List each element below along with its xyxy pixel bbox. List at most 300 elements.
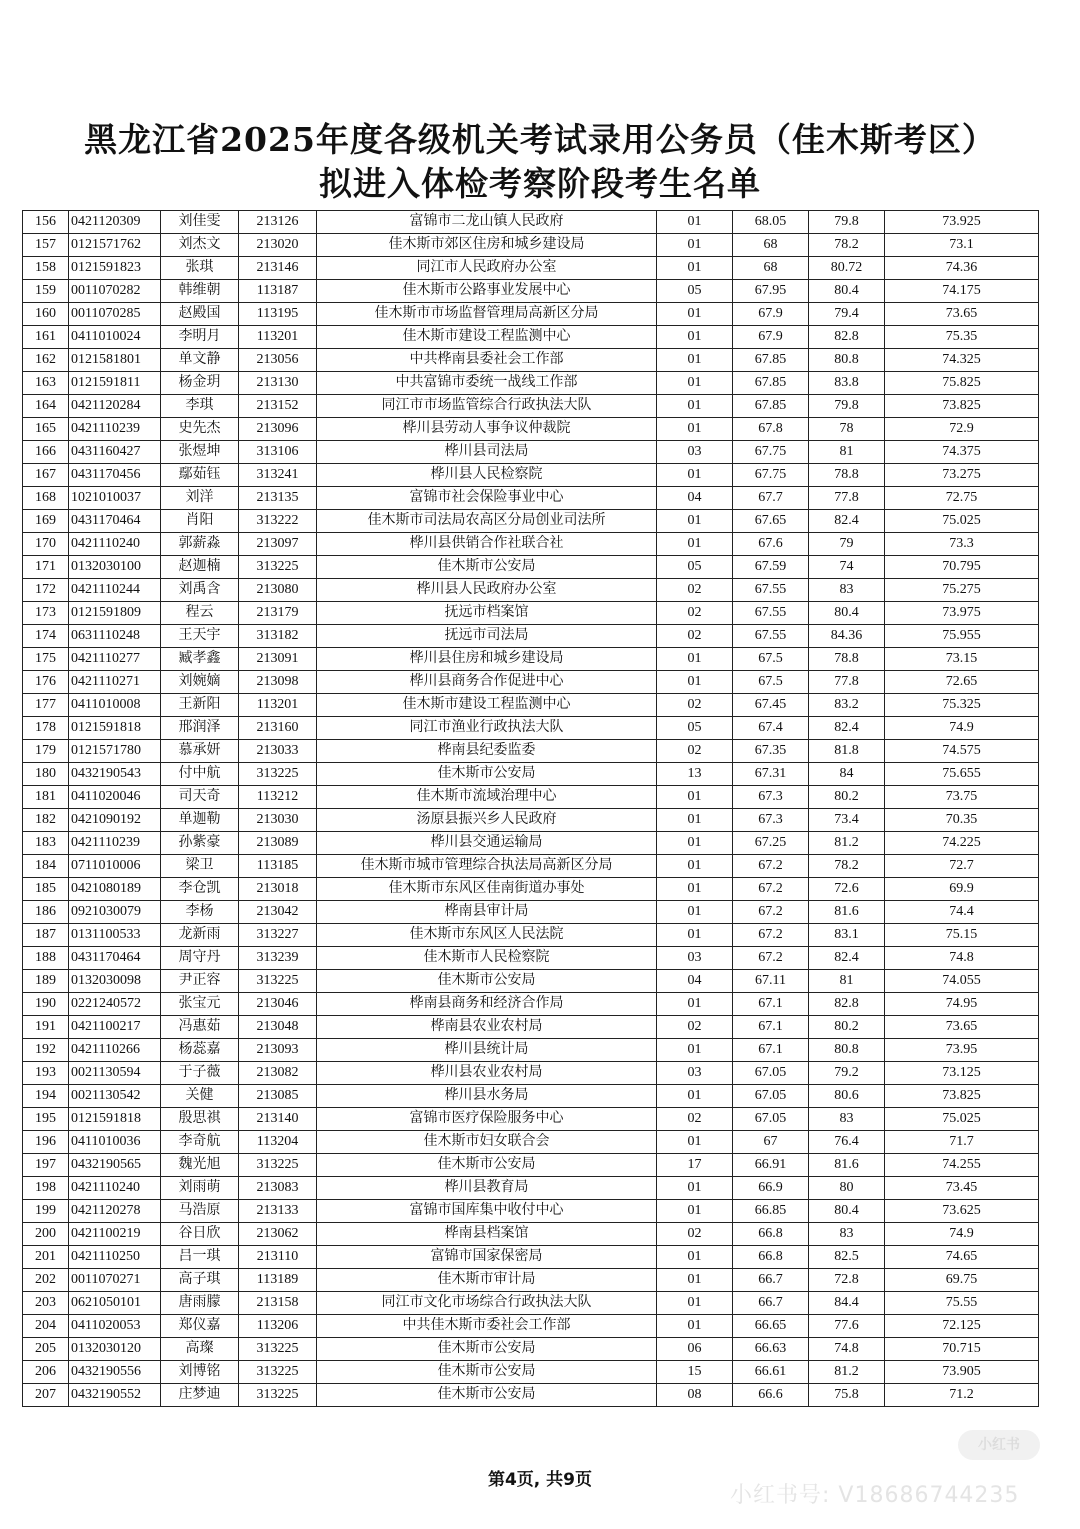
written-score-cell: 67.2	[733, 924, 809, 947]
written-score-cell: 66.7	[733, 1292, 809, 1315]
candidate-name-cell: 刘博铭	[161, 1361, 239, 1384]
written-score-cell: 67.35	[733, 740, 809, 763]
position-code-cell: 213110	[239, 1246, 317, 1269]
employer-unit-cell: 佳木斯市市场监督管理局高新区分局	[317, 303, 657, 326]
written-score-cell: 66.65	[733, 1315, 809, 1338]
position-seq-cell: 05	[657, 556, 733, 579]
total-score-cell: 74.055	[885, 970, 1039, 993]
interview-score-cell: 80.4	[809, 280, 885, 303]
exam-number-cell: 0431170456	[69, 464, 161, 487]
position-code-cell: 213097	[239, 533, 317, 556]
row-number-cell: 156	[23, 211, 69, 234]
position-seq-cell: 02	[657, 1108, 733, 1131]
exam-number-cell: 0421120284	[69, 395, 161, 418]
total-score-cell: 73.975	[885, 602, 1039, 625]
position-seq-cell: 02	[657, 1223, 733, 1246]
candidate-name-cell: 程云	[161, 602, 239, 625]
written-score-cell: 66.9	[733, 1177, 809, 1200]
row-number-cell: 189	[23, 970, 69, 993]
table-row	[23, 303, 1039, 326]
total-score-cell: 72.75	[885, 487, 1039, 510]
employer-unit-cell: 富锦市国家保密局	[317, 1246, 657, 1269]
candidate-name-cell: 慕承妍	[161, 740, 239, 763]
exam-number-cell: 0631110248	[69, 625, 161, 648]
candidate-name-cell: 谷日欣	[161, 1223, 239, 1246]
total-score-cell: 72.9	[885, 418, 1039, 441]
candidate-name-cell: 张宝元	[161, 993, 239, 1016]
written-score-cell: 67.3	[733, 809, 809, 832]
interview-score-cell: 80.8	[809, 349, 885, 372]
row-number-cell: 202	[23, 1269, 69, 1292]
table-row	[23, 740, 1039, 763]
employer-unit-cell: 佳木斯市公安局	[317, 556, 657, 579]
exam-number-cell: 0432190556	[69, 1361, 161, 1384]
position-seq-cell: 01	[657, 924, 733, 947]
position-code-cell: 213179	[239, 602, 317, 625]
employer-unit-cell: 富锦市医疗保险服务中心	[317, 1108, 657, 1131]
total-score-cell: 75.825	[885, 372, 1039, 395]
candidate-name-cell: 庄梦迪	[161, 1384, 239, 1407]
written-score-cell: 67.3	[733, 786, 809, 809]
interview-score-cell: 79.8	[809, 395, 885, 418]
row-number-cell: 181	[23, 786, 69, 809]
exam-number-cell: 0132030120	[69, 1338, 161, 1361]
position-seq-cell: 17	[657, 1154, 733, 1177]
position-seq-cell: 01	[657, 326, 733, 349]
candidate-name-cell: 于子薇	[161, 1062, 239, 1085]
position-seq-cell: 01	[657, 901, 733, 924]
employer-unit-cell: 桦南县商务和经济合作局	[317, 993, 657, 1016]
total-score-cell: 73.275	[885, 464, 1039, 487]
total-score-cell: 70.35	[885, 809, 1039, 832]
exam-number-cell: 0021130542	[69, 1085, 161, 1108]
candidate-name-cell: 王新阳	[161, 694, 239, 717]
candidate-name-cell: 李明月	[161, 326, 239, 349]
row-number-cell: 179	[23, 740, 69, 763]
row-number-cell: 193	[23, 1062, 69, 1085]
candidate-name-cell: 李仓凯	[161, 878, 239, 901]
position-code-cell: 213030	[239, 809, 317, 832]
candidate-name-cell: 张琪	[161, 257, 239, 280]
written-score-cell: 67.75	[733, 441, 809, 464]
interview-score-cell: 79.4	[809, 303, 885, 326]
total-score-cell: 75.025	[885, 1108, 1039, 1131]
table-row	[23, 1361, 1039, 1384]
candidate-name-cell: 赵殿国	[161, 303, 239, 326]
table-row	[23, 671, 1039, 694]
written-score-cell: 67.85	[733, 372, 809, 395]
candidate-name-cell: 李琪	[161, 395, 239, 418]
total-score-cell: 74.375	[885, 441, 1039, 464]
candidate-name-cell: 付中航	[161, 763, 239, 786]
watermark-id: 小红书号: V18686744235	[730, 1483, 1020, 1508]
position-seq-cell: 02	[657, 579, 733, 602]
table-row	[23, 901, 1039, 924]
interview-score-cell: 81.8	[809, 740, 885, 763]
employer-unit-cell: 中共桦南县委社会工作部	[317, 349, 657, 372]
exam-number-cell: 0621050101	[69, 1292, 161, 1315]
position-seq-cell: 02	[657, 602, 733, 625]
interview-score-cell: 81.6	[809, 1154, 885, 1177]
page-number: 第4页, 共9页	[487, 1470, 593, 1490]
table-row	[23, 1315, 1039, 1338]
interview-score-cell: 72.8	[809, 1269, 885, 1292]
exam-number-cell: 0411020046	[69, 786, 161, 809]
position-seq-cell: 03	[657, 947, 733, 970]
total-score-cell: 74.36	[885, 257, 1039, 280]
row-number-cell: 178	[23, 717, 69, 740]
interview-score-cell: 74.8	[809, 1338, 885, 1361]
interview-score-cell: 80.2	[809, 786, 885, 809]
written-score-cell: 67.85	[733, 395, 809, 418]
total-score-cell: 74.95	[885, 993, 1039, 1016]
position-seq-cell: 05	[657, 280, 733, 303]
interview-score-cell: 80.4	[809, 602, 885, 625]
row-number-cell: 174	[23, 625, 69, 648]
total-score-cell: 75.955	[885, 625, 1039, 648]
table-row	[23, 510, 1039, 533]
written-score-cell: 66.7	[733, 1269, 809, 1292]
total-score-cell: 69.9	[885, 878, 1039, 901]
interview-score-cell: 82.4	[809, 717, 885, 740]
total-score-cell: 71.7	[885, 1131, 1039, 1154]
exam-number-cell: 0421110271	[69, 671, 161, 694]
row-number-cell: 197	[23, 1154, 69, 1177]
total-score-cell: 75.655	[885, 763, 1039, 786]
position-seq-cell: 01	[657, 1269, 733, 1292]
employer-unit-cell: 桦南县农业农村局	[317, 1016, 657, 1039]
position-seq-cell: 01	[657, 395, 733, 418]
candidate-name-cell: 刘婉嫡	[161, 671, 239, 694]
total-score-cell: 73.3	[885, 533, 1039, 556]
position-code-cell: 313241	[239, 464, 317, 487]
watermark-logo: 小红书	[958, 1430, 1040, 1460]
employer-unit-cell: 佳木斯市公安局	[317, 1338, 657, 1361]
total-score-cell: 74.225	[885, 832, 1039, 855]
row-number-cell: 169	[23, 510, 69, 533]
total-score-cell: 75.35	[885, 326, 1039, 349]
total-score-cell: 74.575	[885, 740, 1039, 763]
exam-number-cell: 0432190543	[69, 763, 161, 786]
position-code-cell: 213098	[239, 671, 317, 694]
employer-unit-cell: 桦南县档案馆	[317, 1223, 657, 1246]
exam-number-cell: 0421110250	[69, 1246, 161, 1269]
document-title-line1: 黑龙江省2025年度各级机关考试录用公务员（佳木斯考区）	[84, 120, 996, 159]
position-code-cell: 213089	[239, 832, 317, 855]
interview-score-cell: 81.6	[809, 901, 885, 924]
written-score-cell: 67.85	[733, 349, 809, 372]
written-score-cell: 67.95	[733, 280, 809, 303]
interview-score-cell: 83.2	[809, 694, 885, 717]
table-row	[23, 694, 1039, 717]
written-score-cell: 67.59	[733, 556, 809, 579]
row-number-cell: 172	[23, 579, 69, 602]
candidate-name-cell: 魏光旭	[161, 1154, 239, 1177]
table-row	[23, 280, 1039, 303]
written-score-cell: 67.2	[733, 901, 809, 924]
position-seq-cell: 01	[657, 1315, 733, 1338]
position-seq-cell: 01	[657, 648, 733, 671]
row-number-cell: 173	[23, 602, 69, 625]
exam-number-cell: 0411010024	[69, 326, 161, 349]
employer-unit-cell: 富锦市社会保险事业中心	[317, 487, 657, 510]
exam-number-cell: 0011070271	[69, 1269, 161, 1292]
row-number-cell: 183	[23, 832, 69, 855]
interview-score-cell: 72.6	[809, 878, 885, 901]
row-number-cell: 207	[23, 1384, 69, 1407]
row-number-cell: 204	[23, 1315, 69, 1338]
candidate-name-cell: 孙紫豪	[161, 832, 239, 855]
table-row	[23, 211, 1039, 234]
written-score-cell: 67.1	[733, 993, 809, 1016]
row-number-cell: 182	[23, 809, 69, 832]
table-row	[23, 441, 1039, 464]
interview-score-cell: 82.5	[809, 1246, 885, 1269]
row-number-cell: 162	[23, 349, 69, 372]
position-code-cell: 213096	[239, 418, 317, 441]
position-code-cell: 213062	[239, 1223, 317, 1246]
candidate-name-cell: 梁卫	[161, 855, 239, 878]
position-code-cell: 313225	[239, 763, 317, 786]
position-seq-cell: 01	[657, 1177, 733, 1200]
interview-score-cell: 80	[809, 1177, 885, 1200]
exam-number-cell: 0121591811	[69, 372, 161, 395]
employer-unit-cell: 桦川县教育局	[317, 1177, 657, 1200]
exam-number-cell: 0011070285	[69, 303, 161, 326]
interview-score-cell: 79.8	[809, 211, 885, 234]
position-seq-cell: 01	[657, 372, 733, 395]
total-score-cell: 75.55	[885, 1292, 1039, 1315]
total-score-cell: 71.2	[885, 1384, 1039, 1407]
exam-number-cell: 0421080189	[69, 878, 161, 901]
table-row	[23, 1200, 1039, 1223]
exam-number-cell: 0411010036	[69, 1131, 161, 1154]
candidate-name-cell: 刘雨萌	[161, 1177, 239, 1200]
exam-number-cell: 0421110240	[69, 1177, 161, 1200]
written-score-cell: 67.8	[733, 418, 809, 441]
interview-score-cell: 79.2	[809, 1062, 885, 1085]
total-score-cell: 73.825	[885, 395, 1039, 418]
total-score-cell: 73.75	[885, 786, 1039, 809]
row-number-cell: 205	[23, 1338, 69, 1361]
employer-unit-cell: 桦川县供销合作社联合社	[317, 533, 657, 556]
position-code-cell: 213133	[239, 1200, 317, 1223]
candidate-name-cell: 韩维朝	[161, 280, 239, 303]
candidate-name-cell: 刘禹含	[161, 579, 239, 602]
position-seq-cell: 01	[657, 1085, 733, 1108]
table-row	[23, 786, 1039, 809]
interview-score-cell: 80.72	[809, 257, 885, 280]
employer-unit-cell: 同江市渔业行政执法大队	[317, 717, 657, 740]
row-number-cell: 198	[23, 1177, 69, 1200]
employer-unit-cell: 佳木斯市城市管理综合执法局高新区分局	[317, 855, 657, 878]
row-number-cell: 203	[23, 1292, 69, 1315]
row-number-cell: 199	[23, 1200, 69, 1223]
document-title-line2: 拟进入体检考察阶段考生名单	[319, 164, 761, 203]
position-code-cell: 213160	[239, 717, 317, 740]
position-code-cell: 313239	[239, 947, 317, 970]
candidate-name-cell: 郑仪嘉	[161, 1315, 239, 1338]
total-score-cell: 70.795	[885, 556, 1039, 579]
position-code-cell: 213018	[239, 878, 317, 901]
position-code-cell: 213042	[239, 901, 317, 924]
written-score-cell: 67.05	[733, 1062, 809, 1085]
employer-unit-cell: 桦川县统计局	[317, 1039, 657, 1062]
exam-number-cell: 0221240572	[69, 993, 161, 1016]
employer-unit-cell: 桦川县水务局	[317, 1085, 657, 1108]
position-code-cell: 313227	[239, 924, 317, 947]
interview-score-cell: 78.2	[809, 234, 885, 257]
candidate-table	[22, 210, 1039, 1407]
exam-number-cell: 0131100533	[69, 924, 161, 947]
total-score-cell: 73.45	[885, 1177, 1039, 1200]
exam-number-cell: 0121571762	[69, 234, 161, 257]
row-number-cell: 192	[23, 1039, 69, 1062]
employer-unit-cell: 桦川县司法局	[317, 441, 657, 464]
employer-unit-cell: 桦南县纪委监委	[317, 740, 657, 763]
position-code-cell: 213158	[239, 1292, 317, 1315]
total-score-cell: 73.1	[885, 234, 1039, 257]
exam-number-cell: 0421100219	[69, 1223, 161, 1246]
written-score-cell: 67.05	[733, 1108, 809, 1131]
position-code-cell: 113187	[239, 280, 317, 303]
exam-number-cell: 0411020053	[69, 1315, 161, 1338]
total-score-cell: 74.9	[885, 1223, 1039, 1246]
employer-unit-cell: 桦川县劳动人事争议仲裁院	[317, 418, 657, 441]
position-seq-cell: 03	[657, 1062, 733, 1085]
position-seq-cell: 01	[657, 786, 733, 809]
row-number-cell: 177	[23, 694, 69, 717]
position-seq-cell: 01	[657, 418, 733, 441]
total-score-cell: 75.025	[885, 510, 1039, 533]
position-code-cell: 313106	[239, 441, 317, 464]
total-score-cell: 73.125	[885, 1062, 1039, 1085]
interview-score-cell: 82.8	[809, 993, 885, 1016]
exam-number-cell: 0121591818	[69, 717, 161, 740]
interview-score-cell: 82.8	[809, 326, 885, 349]
position-code-cell: 113206	[239, 1315, 317, 1338]
employer-unit-cell: 桦川县住房和城乡建设局	[317, 648, 657, 671]
row-number-cell: 188	[23, 947, 69, 970]
row-number-cell: 165	[23, 418, 69, 441]
total-score-cell: 75.325	[885, 694, 1039, 717]
table-row	[23, 1108, 1039, 1131]
total-score-cell: 74.4	[885, 901, 1039, 924]
candidate-name-cell: 关健	[161, 1085, 239, 1108]
employer-unit-cell: 佳木斯市司法局农高区分局创业司法所	[317, 510, 657, 533]
position-code-cell: 113212	[239, 786, 317, 809]
position-seq-cell: 01	[657, 809, 733, 832]
position-code-cell: 113204	[239, 1131, 317, 1154]
position-seq-cell: 01	[657, 878, 733, 901]
written-score-cell: 67.55	[733, 625, 809, 648]
total-score-cell: 69.75	[885, 1269, 1039, 1292]
candidate-name-cell: 唐雨朦	[161, 1292, 239, 1315]
exam-number-cell: 0711010006	[69, 855, 161, 878]
employer-unit-cell: 佳木斯市建设工程监测中心	[317, 326, 657, 349]
interview-score-cell: 81	[809, 970, 885, 993]
written-score-cell: 67.5	[733, 648, 809, 671]
employer-unit-cell: 佳木斯市人民检察院	[317, 947, 657, 970]
interview-score-cell: 78	[809, 418, 885, 441]
employer-unit-cell: 抚远市档案馆	[317, 602, 657, 625]
interview-score-cell: 77.8	[809, 487, 885, 510]
employer-unit-cell: 佳木斯市公路事业发展中心	[317, 280, 657, 303]
interview-score-cell: 80.8	[809, 1039, 885, 1062]
position-code-cell: 213140	[239, 1108, 317, 1131]
employer-unit-cell: 桦川县人民检察院	[317, 464, 657, 487]
total-score-cell: 74.65	[885, 1246, 1039, 1269]
table-row	[23, 855, 1039, 878]
position-seq-cell: 02	[657, 1016, 733, 1039]
total-score-cell: 74.175	[885, 280, 1039, 303]
position-seq-cell: 02	[657, 694, 733, 717]
position-seq-cell: 01	[657, 257, 733, 280]
total-score-cell: 72.7	[885, 855, 1039, 878]
position-code-cell: 213020	[239, 234, 317, 257]
written-score-cell: 67.5	[733, 671, 809, 694]
position-seq-cell: 04	[657, 970, 733, 993]
candidate-name-cell: 杨金玥	[161, 372, 239, 395]
exam-number-cell: 0121591809	[69, 602, 161, 625]
employer-unit-cell: 桦川县人民政府办公室	[317, 579, 657, 602]
table-row	[23, 1223, 1039, 1246]
total-score-cell: 74.255	[885, 1154, 1039, 1177]
position-code-cell: 313222	[239, 510, 317, 533]
table-row	[23, 1154, 1039, 1177]
employer-unit-cell: 汤原县振兴乡人民政府	[317, 809, 657, 832]
written-score-cell: 67.9	[733, 326, 809, 349]
table-row	[23, 418, 1039, 441]
interview-score-cell: 81.2	[809, 1361, 885, 1384]
row-number-cell: 194	[23, 1085, 69, 1108]
row-number-cell: 191	[23, 1016, 69, 1039]
table-row	[23, 1269, 1039, 1292]
employer-unit-cell: 中共富锦市委统一战线工作部	[317, 372, 657, 395]
written-score-cell: 66.61	[733, 1361, 809, 1384]
total-score-cell: 73.825	[885, 1085, 1039, 1108]
position-code-cell: 113189	[239, 1269, 317, 1292]
written-score-cell: 67.25	[733, 832, 809, 855]
written-score-cell: 66.85	[733, 1200, 809, 1223]
written-score-cell: 67	[733, 1131, 809, 1154]
table-row	[23, 970, 1039, 993]
interview-score-cell: 81	[809, 441, 885, 464]
position-seq-cell: 05	[657, 717, 733, 740]
candidate-name-cell: 周守丹	[161, 947, 239, 970]
position-seq-cell: 01	[657, 855, 733, 878]
written-score-cell: 67.6	[733, 533, 809, 556]
interview-score-cell: 83.8	[809, 372, 885, 395]
interview-score-cell: 81.2	[809, 832, 885, 855]
table-row	[23, 464, 1039, 487]
position-code-cell: 313225	[239, 1338, 317, 1361]
interview-score-cell: 78.8	[809, 648, 885, 671]
candidate-name-cell: 尹正容	[161, 970, 239, 993]
table-row	[23, 349, 1039, 372]
table-row	[23, 1338, 1039, 1361]
candidate-name-cell: 单迦勒	[161, 809, 239, 832]
total-score-cell: 70.715	[885, 1338, 1039, 1361]
written-score-cell: 67.7	[733, 487, 809, 510]
employer-unit-cell: 富锦市二龙山镇人民政府	[317, 211, 657, 234]
total-score-cell: 73.925	[885, 211, 1039, 234]
candidate-name-cell: 冯惠茹	[161, 1016, 239, 1039]
table-row	[23, 1131, 1039, 1154]
employer-unit-cell: 佳木斯市审计局	[317, 1269, 657, 1292]
interview-score-cell: 82.4	[809, 510, 885, 533]
table-row	[23, 878, 1039, 901]
